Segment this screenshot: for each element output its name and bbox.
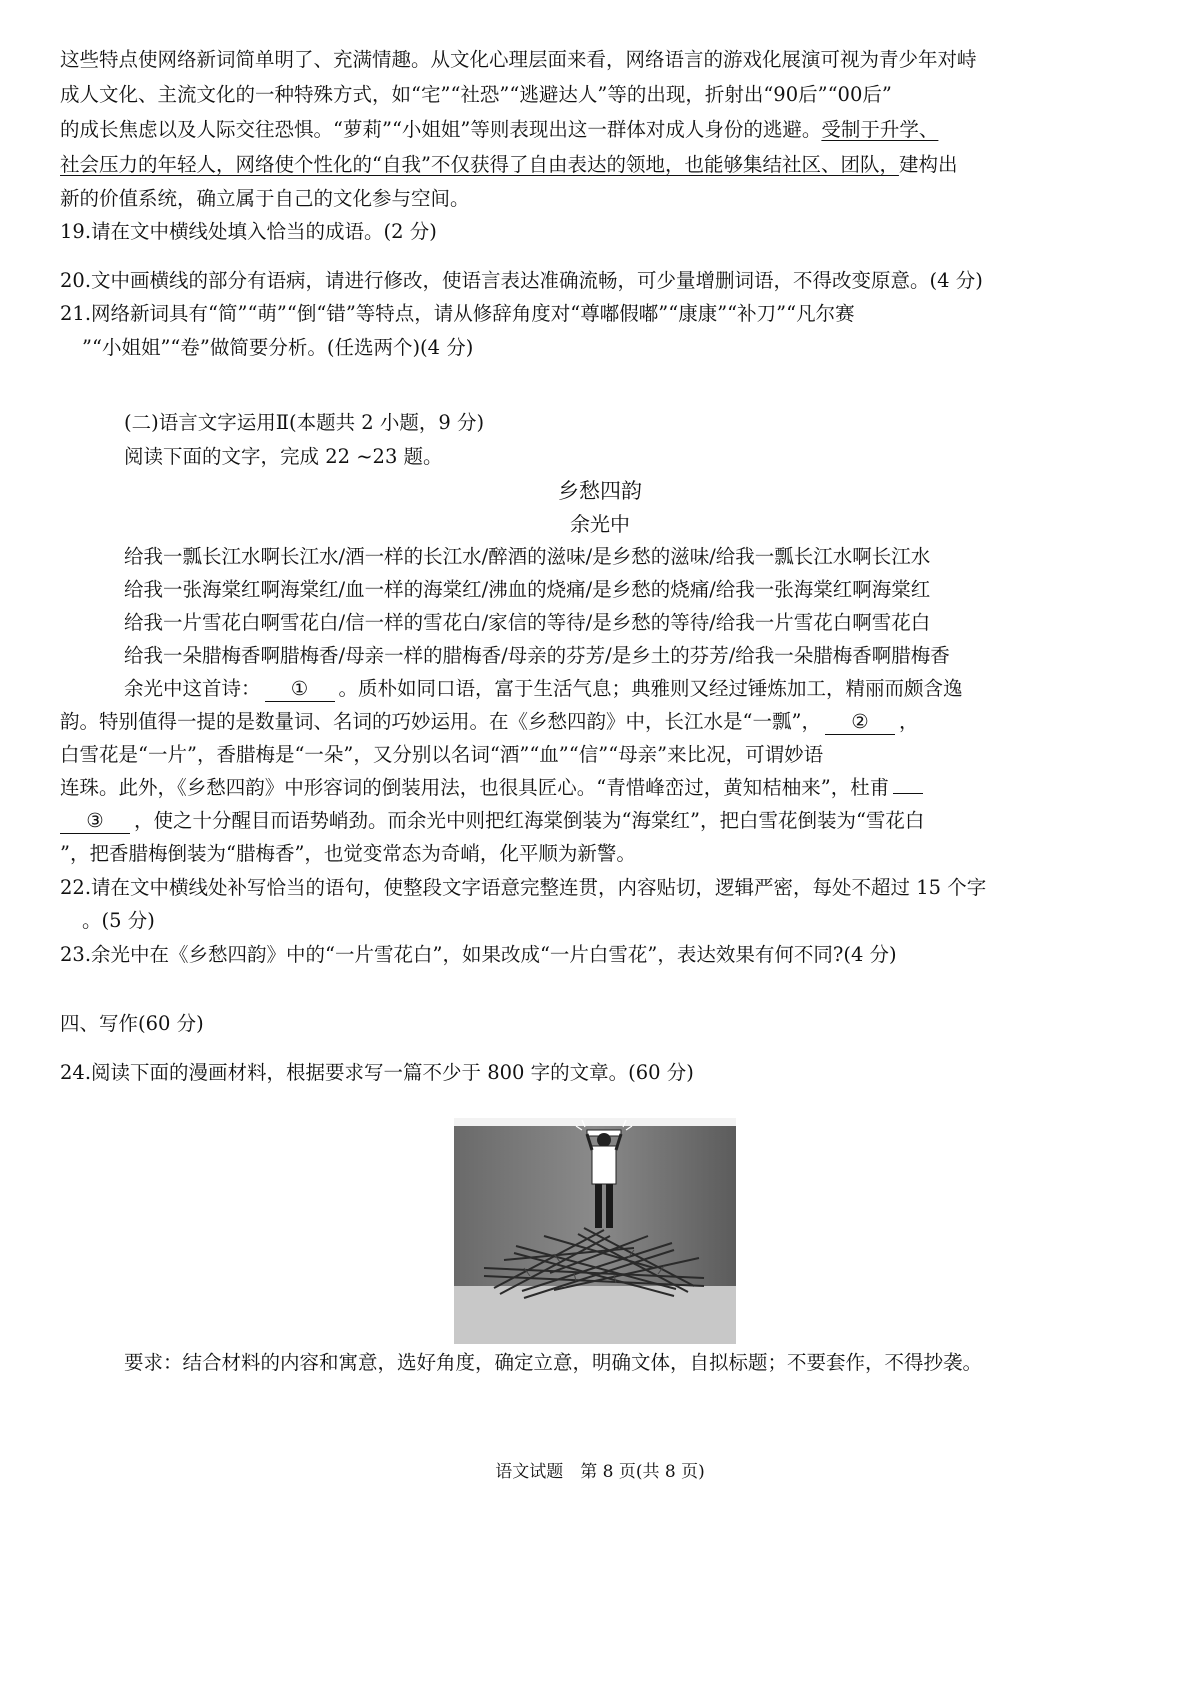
question-19: 19.请在文中横线处填入恰当的成语。(2 分) (60, 220, 437, 243)
underlined-sentence-start: 受制于升学、 (821, 118, 939, 141)
paragraph-line-6: ”，把香腊梅倒装为“腊梅香”，也觉变常态为奇峭，化平顺为新警。 (60, 842, 636, 865)
ground (454, 1286, 736, 1344)
paragraph-text: ， (898, 710, 919, 733)
paragraph-line-3: 白雪花是“一片”，香腊梅是“一朵”，又分别以名词“酒”“血”“信”“母亲”来比况，可谓妙语 (60, 743, 824, 766)
paragraph-text: 余光中这首诗： (124, 677, 261, 700)
passage-line-3 (60, 113, 1140, 147)
question-21: 21.网络新词具有“简”“萌”“倒“错”等特点，请从修辞角度对“尊嘟假嘟”“康康”“补刀”“凡尔赛 (60, 302, 855, 325)
poem-line: 给我一朵腊梅香啊腊梅香/母亲一样的腊梅香/母亲的芬芳/是乡土的芬芳/给我一朵腊梅香啊腊梅香 (124, 644, 950, 667)
writing-heading: 四、写作(60 分) (60, 1012, 204, 1035)
paragraph-text: 韵。特别值得一提的是数量词、名词的巧妙运用。在《乡愁四韵》中，长江水是“一瓢”， (60, 710, 821, 733)
writing-requirement: 要求：结合材料的内容和寓意，选好角度，确定立意，明确文体，自拟标题；不要套作，不得抄袭。 (124, 1351, 983, 1374)
paragraph-line-4 (60, 771, 1140, 805)
passage-line-4-tail: 建构出 (898, 153, 958, 176)
poem-author: 余光中 (570, 512, 630, 536)
poem-line: 给我一张海棠红啊海棠红/血一样的海棠红/沸血的烧痛/是乡愁的烧痛/给我一张海棠红啊海棠红 (124, 578, 931, 601)
blank-2[interactable]: ② (825, 710, 895, 735)
passage-line-1: 这些特点使网络新词简单明了、充满情趣。从文化心理层面来看，网络语言的游戏化展演可视为青少年对峙 (60, 48, 977, 71)
blank-3-start[interactable] (893, 793, 923, 794)
paragraph-line-2 (60, 705, 1140, 739)
question-20: 20.文中画横线的部分有语病，请进行修改，使语言表达准确流畅，可少量增删词语，不得改变原意。(4 分) (60, 269, 983, 292)
question-21-continued: ”“小姐姐”“卷”做简要分析。(任选两个)(4 分) (82, 336, 474, 359)
passage-line-2: 成人文化、主流文化的一种特殊方式，如“宅”“社恐”“逃避达人”等的出现，折射出“90后”“00后” (60, 83, 892, 106)
poem-line: 给我一瓢长江水啊长江水/酒一样的长江水/醉酒的滋味/是乡愁的滋味/给我一瓢长江水啊长江水 (124, 545, 931, 568)
underlined-sentence: 社会压力的年轻人，网络使个性化的“自我”不仅获得了自由表达的领地，也能够集结社区、团队， (60, 153, 899, 176)
question-23: 23.余光中在《乡愁四韵》中的“一片雪花白”，如果改成“一片白雪花”，表达效果有何不同?(4 分) (60, 943, 897, 966)
question-24: 24.阅读下面的漫画材料，根据要求写一篇不少于 800 字的文章。(60 分) (60, 1061, 694, 1084)
page-footer: 语文试题 第 8 页(共 8 页) (495, 1462, 705, 1482)
comic-illustration (454, 1118, 736, 1344)
question-22-continued: 。(5 分) (82, 909, 155, 932)
section-instruction: 阅读下面的文字，完成 22 ~23 题。 (124, 445, 443, 468)
blank-1[interactable]: ① (265, 677, 335, 702)
passage-line-5: 新的价值系统，确立属于自己的文化参与空间。 (60, 187, 470, 210)
passage-line-4 (60, 148, 1140, 182)
paragraph-text: 连珠。此外，《乡愁四韵》中形容词的倒装用法，也很具匠心。“青惜峰峦过，黄知桔柚来”，杜甫 (60, 776, 890, 799)
paragraph-line-5 (60, 804, 1140, 838)
section-heading: (二)语言文字运用Ⅱ(本题共 2 小题，9 分) (124, 411, 485, 434)
paragraph-line-1 (124, 672, 1140, 706)
paragraph-text: 。质朴如同口语，富于生活气息；典雅则又经过锤炼加工，精丽而颇含逸 (338, 677, 963, 700)
passage-line-3-text: 的成长焦虑以及人际交往恐惧。“萝莉”“小姐姐”等则表现出这一群体对成人身份的逃避。 (60, 118, 822, 141)
question-22: 22.请在文中横线处补写恰当的语句，使整段文字语意完整连贯，内容贴切，逻辑严密，每处不超过 15 个字 (60, 876, 987, 899)
poem-title: 乡愁四韵 (558, 479, 642, 503)
poem-line: 给我一片雪花白啊雪花白/信一样的雪花白/家信的等待/是乡愁的等待/给我一片雪花白啊雪花白 (124, 611, 931, 634)
blank-3[interactable]: ③ (60, 809, 130, 834)
paragraph-text: ，使之十分醒目而语势峭劲。而余光中则把红海棠倒装为“海棠红”，把白雪花倒装为“雪花白 (134, 809, 925, 832)
